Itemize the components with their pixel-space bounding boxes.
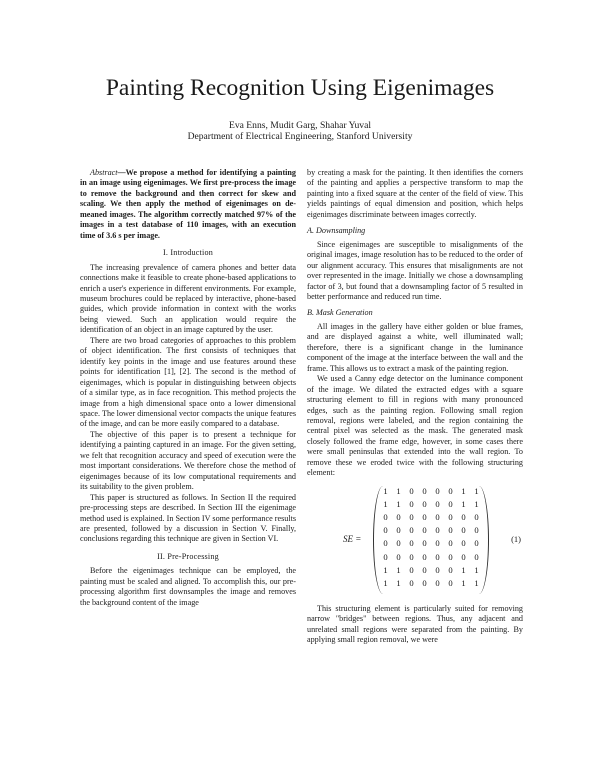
matrix-cell: 0 [409,498,414,509]
affiliation: Department of Electrical Engineering, Stanford University [187,131,413,142]
matrix-cell: 0 [461,538,466,549]
matrix-cell: 0 [435,485,440,496]
matrix-cell: 0 [422,551,427,562]
subsection-heading-mask-generation: B. Mask Generation [307,308,373,318]
matrix-cell: 0 [422,578,427,588]
intro-paragraph-1: The increasing prevalence of camera phones and better data connections make it feasible to create phone-based applications to enrich a user's experience in different environments. For example, museum brochures could be replaced by interactive, phone-based guides, which provide information in context with the works being viewed. Such an application would require the identification of an object in an image captured by the user. [80,262,296,335]
matrix-cell: 0 [396,512,401,523]
mask-paragraph-2: We used a Canny edge detector on the luminance component of the image. We dilated the extracted edges with a square structuring element to fill in regions with many pronounced edges, such as the painting region. Following small region removal, regions were labeled, and the region containing the central pixel was selected as the mask. The generated mask closely followed the frame edge, however, in some cases there were small peninsulas that extended into the wall region. To remove these we eroded twice with the following structuring element: [307,374,523,478]
matrix-cell: 0 [422,564,427,575]
matrix-cell: 0 [435,578,440,588]
paper-title: Painting Recognition Using Eigenimages [105,75,495,101]
matrix-cell: 0 [383,512,388,523]
equation-1 [307,484,523,598]
matrix-cell: 1 [396,498,401,509]
preprocessing-paragraph-continued: by creating a mask for the painting. It then identifies the corners of the painting and applies a perspective transform to map the painting into a fixed square at the center of the field of view. This yields paintings of equal dimension and position, which helps eigenimages discriminate between images correctly. [307,168,523,219]
mask-paragraph-3: This structuring element is particularly suited for removing narrow "bridges" between regions. Thus, any adjacent and unrelated small regions were separated from the painting. By applying small region removal, we were [307,603,523,645]
section-heading-preprocessing: II. Pre-Processing [157,551,219,561]
matrix-cell: 0 [383,538,388,549]
matrix-cell: 0 [448,538,453,549]
matrix-cell: 0 [474,538,479,549]
matrix-cell: 0 [396,538,401,549]
matrix-cell: 0 [422,538,427,549]
matrix-row [374,578,488,591]
matrix-row [374,538,488,551]
matrix-cell: 1 [474,578,479,588]
matrix-cell: 0 [422,498,427,509]
matrix-cell: 0 [422,525,427,536]
matrix-cell: 1 [474,498,479,509]
matrix-cell: 0 [435,551,440,562]
intro-paragraph-2: There are two broad categories of approaches to this problem of object identification. The first consists of techniques that identify key points in the image and use features around these points for identification [1], [2]. The second is the method of eigenimages, which is popular in distinguishing between objects of a similar type, as in face recognition. This method projects the image from a high dimensional space onto a lower dimensional space. The lower dimensional vector compacts the unique features of the image, and can be more easily compared to a database. [80,335,296,429]
matrix-cell: 1 [383,564,388,575]
matrix-row [374,565,488,578]
matrix-cell: 0 [409,578,414,588]
abstract-label: Abstract [90,168,118,177]
matrix-cell: 1 [474,485,479,496]
matrix-cell: 0 [435,525,440,536]
matrix-cell: 0 [409,564,414,575]
equation-number: (1) [511,533,521,544]
matrix-cell: 0 [474,551,479,562]
matrix-cell: 1 [461,578,466,588]
matrix-cell: 0 [409,512,414,523]
matrix-row [374,499,488,512]
matrix-cell: 0 [448,485,453,496]
matrix-cell: 0 [448,525,453,536]
matrix-cell: 1 [461,498,466,509]
matrix-cell: 0 [448,551,453,562]
matrix-cell: 1 [396,578,401,588]
matrix-cell: 0 [448,564,453,575]
matrix-cell: 0 [461,551,466,562]
authors: Eva Enns, Mudit Garg, Shahar Yuval [228,120,372,131]
equation-label: SE = [343,533,362,544]
matrix-row [374,552,488,565]
matrix-cell: 1 [383,485,388,496]
matrix-cell: 1 [474,564,479,575]
matrix-row [374,525,488,538]
matrix-cell: 0 [435,512,440,523]
matrix-cell: 1 [461,485,466,496]
matrix-cell: 0 [409,525,414,536]
matrix-cell: 0 [396,551,401,562]
matrix-cell: 0 [435,538,440,549]
matrix-cell: 0 [435,564,440,575]
matrix-cell: 0 [409,538,414,549]
preprocessing-paragraph: Before the eigenimages technique can be employed, the painting must be scaled and aligned. To accomplish this, our pre-processing algorithm first downsamples the image and removes the background content of the image [80,566,296,607]
matrix-cell: 0 [448,578,453,588]
matrix-cell: 1 [396,564,401,575]
matrix-cell: 0 [383,525,388,536]
matrix-cell: 0 [474,512,479,523]
left-column [80,168,296,608]
matrix-cell: 0 [448,498,453,509]
mask-paragraph-1: All images in the gallery have either golden or blue frames, and are displayed against a white, well illuminated wall; therefore, there is a significant change in the luminance component of the image at the interface between the wall and the frame. This allows us to extract a mask of the painting region. [307,321,523,373]
matrix-cell: 1 [383,498,388,509]
matrix-cell: 1 [396,485,401,496]
subsection-heading-downsampling: A. Downsampling [307,226,366,236]
matrix-cell: 0 [409,551,414,562]
matrix-cell: 0 [461,512,466,523]
matrix-cell: 0 [422,485,427,496]
matrix-cell: 0 [435,498,440,509]
intro-paragraph-3: The objective of this paper is to present a technique for identifying a painting captured in an image. For the given setting, we felt that recognition accuracy and speed of execution were the most important considerations. We therefore chose the method of eigenimages because of its low computational requirements and its suitability to the given problem. [80,429,296,492]
section-heading-introduction: I. Introduction [163,248,213,258]
matrix-cell: 1 [461,564,466,575]
abstract [80,168,296,241]
abstract-text: —We propose a method for identifying a painting in an image using eigenimages. We first pre-process the image to remove the background and then correct for skew and scaling. We then apply the method of eigenimages on de-meaned images. The algorithm correctly matched 97% of the images in a test database of 110 images, with an execution time of 3.6 s per image. [80,168,296,240]
matrix-cell: 0 [409,485,414,496]
downsampling-paragraph: Since eigenimages are susceptible to misalignments of the original images, image resolution has to be reduced to the order of our alignment accuracy. This ensures that misalignments are not over represented in the image. Initially we chose a downsampling factor of 3, but found that a downsampling factor of 5 resulted in better performance and reduced run time. [307,239,523,301]
right-column [307,168,523,646]
matrix-cell: 0 [422,512,427,523]
matrix-cell: 0 [461,525,466,536]
matrix-cell: 0 [396,525,401,536]
intro-paragraph-4: This paper is structured as follows. In Section II the required pre-processing steps are described. In Section III the eigenimage method used is explained. In Section IV some performance results are presented, followed by a discussion in Section V. Finally, conclusions regarding this technique are given in Section VI. [80,492,296,544]
matrix-row [374,512,488,525]
matrix-cell: 1 [383,578,388,588]
structuring-element-matrix [373,486,489,594]
matrix-cell: 0 [383,551,388,562]
matrix-cell: 0 [448,512,453,523]
matrix-cell: 0 [474,525,479,536]
matrix-row [374,486,488,499]
